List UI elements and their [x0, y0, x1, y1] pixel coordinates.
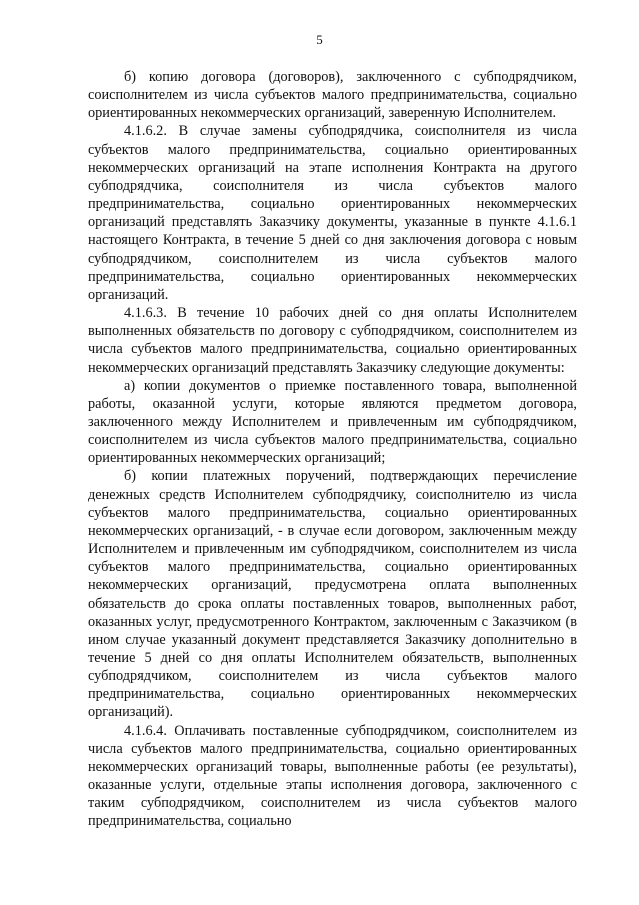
paragraph-4-1-6-3: 4.1.6.3. В течение 10 рабочих дней со дня оплаты Исполнителем выполненных обязательств по договору с субподрядчиком, соисполнителем из числа субъектов малого предпринимательства, социально ориентированных некоммерческих организаций представлять Заказчику следующие документы:	[88, 305, 577, 376]
paragraph-copy-of-contract: б) копию договора (договоров), заключенного с субподрядчиком, соисполнителем из числа субъектов малого предпринимательства, социально ориентированных некоммерческих организаций, заверенную Исполнителем.	[88, 69, 577, 122]
paragraph-item-a: а) копии документов о приемке поставленного товара, выполненной работы, оказанной услуги, которые являются предметом договора, заключенного между Исполнителем и привлеченным им субподрядчиком, соисполнителем из числа субъектов малого предпринимательства, социально ориентированных некоммерческих организаций;	[88, 377, 577, 467]
document-body	[88, 68, 577, 831]
paragraph-item-b: б) копии платежных поручений, подтверждающих перечисление денежных средств Исполнителем субподрядчику, соисполнителю из числа субъектов малого предпринимательства, социально ориентированных некоммерческих организаций, - в случае если договором, заключенным между Исполнителем и привлеченным им субподрядчиком, соисполнителем из числа субъектов малого предпринимательства, социально ориентированных некоммерческих организаций, предусмотрена оплата выполненных обязательств до срока оплаты поставленных товаров, выполненных работ, оказанных услуг, предусмотренного Контрактом, заключенным с Заказчиком (в ином случае указанный документ представляется Заказчику дополнительно в течение 5 дней со дня оплаты Исполнителем обязательств, выполненных субподрядчиком, соисполнителем из числа субъектов малого предпринимательства, социально ориентированных некоммерческих организаций).	[88, 468, 577, 721]
paragraph-4-1-6-2: 4.1.6.2. В случае замены субподрядчика, соисполнителя из числа субъектов малого предпринимательства, социально ориентированных некоммерческих организаций на этапе исполнения Контракта на другого субподрядчика, соисполнителя из числа субъектов малого предпринимательства, социально ориентированных некоммерческих организаций представлять Заказчику документы, указанные в пункте 4.1.6.1 настоящего Контракта, в течение 5 дней со дня заключения договора с новым субподрядчиком, соисполнителем из числа субъектов малого предпринимательства, социально ориентированных некоммерческих организаций.	[88, 123, 577, 303]
page-number: 5	[316, 32, 323, 47]
paragraph-4-1-6-4: 4.1.6.4. Оплачивать поставленные субподрядчиком, соисполнителем из числа субъектов малого предпринимательства, социально ориентированных некоммерческих организаций товары, выполненные работы (ее результаты), оказанные услуги, отдельные этапы исполнения договора, заключенного с таким субподрядчиком, соисполнителем из числа субъектов малого предпринимательства, социально	[88, 722, 577, 830]
